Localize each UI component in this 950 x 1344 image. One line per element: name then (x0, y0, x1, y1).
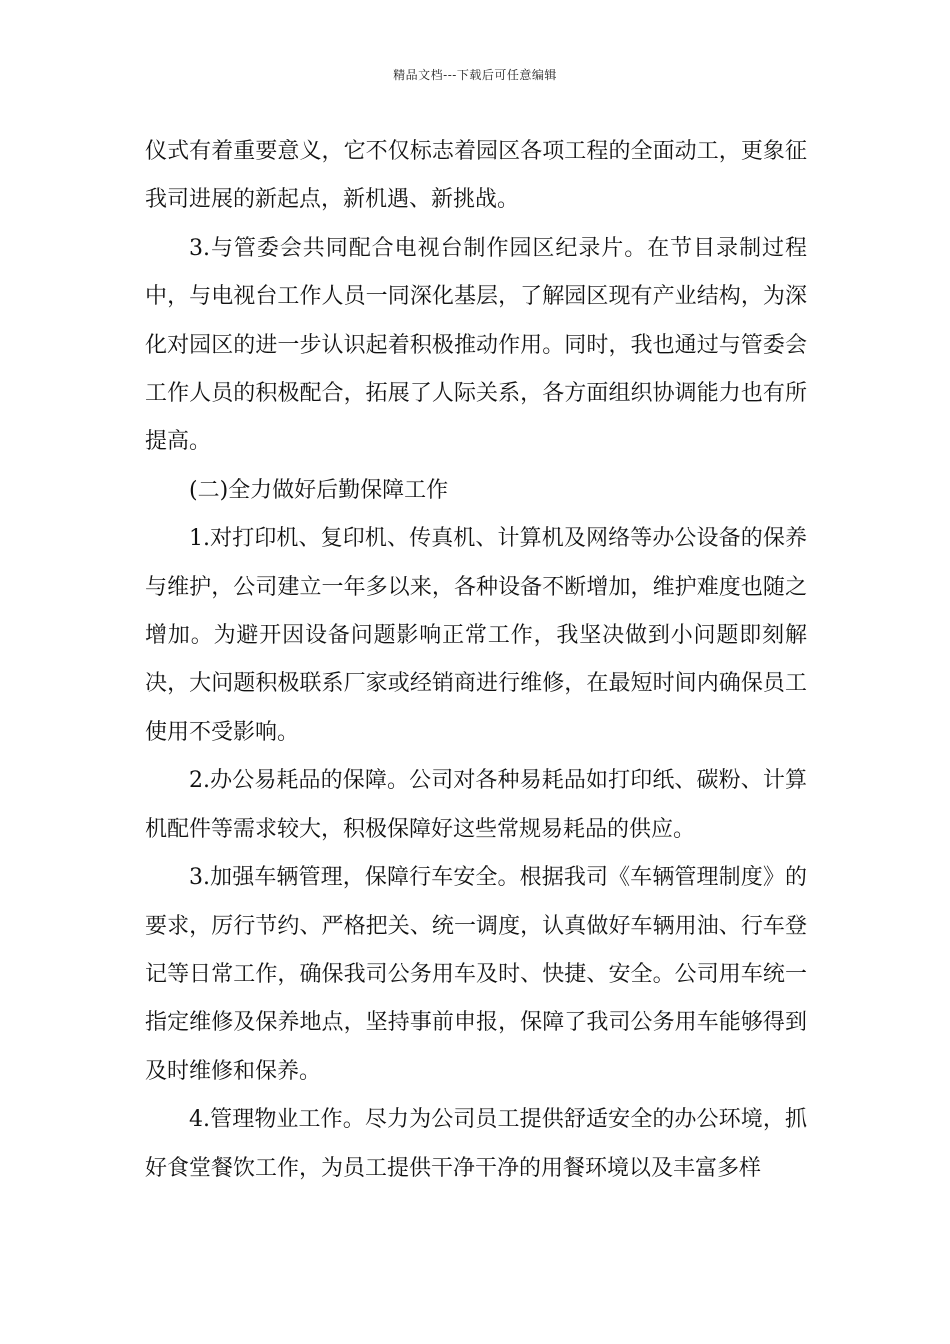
paragraph-continuation: 仪式有着重要意义，它不仅标志着园区各项工程的全面动工，更象征我司进展的新起点，新机遇、新挑战。 (145, 139, 807, 213)
document-body (145, 128, 807, 1193)
paragraph-property: 4.管理物业工作。尽力为公司员工提供舒适安全的办公环境，抓好食堂餐饮工作，为员工提供干净干净的用餐环境以及丰富多样 (145, 1107, 807, 1181)
paragraph-consumables: 2.办公易耗品的保障。公司对各种易耗品如打印纸、碳粉、计算机配件等需求较大，积极保障好这些常规易耗品的供应。 (145, 768, 807, 842)
paragraph-equipment: 1.对打印机、复印机、传真机、计算机及网络等办公设备的保养与维护，公司建立一年多以来，各种设备不断增加，维护难度也随之增加。为避开因设备问题影响正常工作，我坚决做到小问题即刻解决，大问题积极联系厂家或经销商进行维修，在最短时间内确保员工使用不受影响。 (145, 526, 807, 745)
paragraph-vehicles: 3.加强车辆管理，保障行车安全。根据我司《车辆管理制度》的要求，厉行节约、严格把关、统一调度，认真做好车辆用油、行车登记等日常工作，确保我司公务用车及时、快捷、安全。公司用车统一指定维修及保养地点，坚持事前申报，保障了我司公务用车能够得到及时维修和保养。 (145, 865, 807, 1084)
section-heading: (二)全力做好后勤保障工作 (189, 477, 449, 503)
paragraph-documentary: 3.与管委会共同配合电视台制作园区纪录片。在节目录制过程中，与电视台工作人员一同深化基层，了解园区现有产业结构，为深化对园区的进一步认识起着积极推动作用。同时，我也通过与管委会工作人员的积极配合，拓展了人际关系，各方面组织协调能力也有所提高。 (145, 235, 807, 455)
page-header: 精品文档---下载后可任意编辑 (393, 68, 557, 82)
